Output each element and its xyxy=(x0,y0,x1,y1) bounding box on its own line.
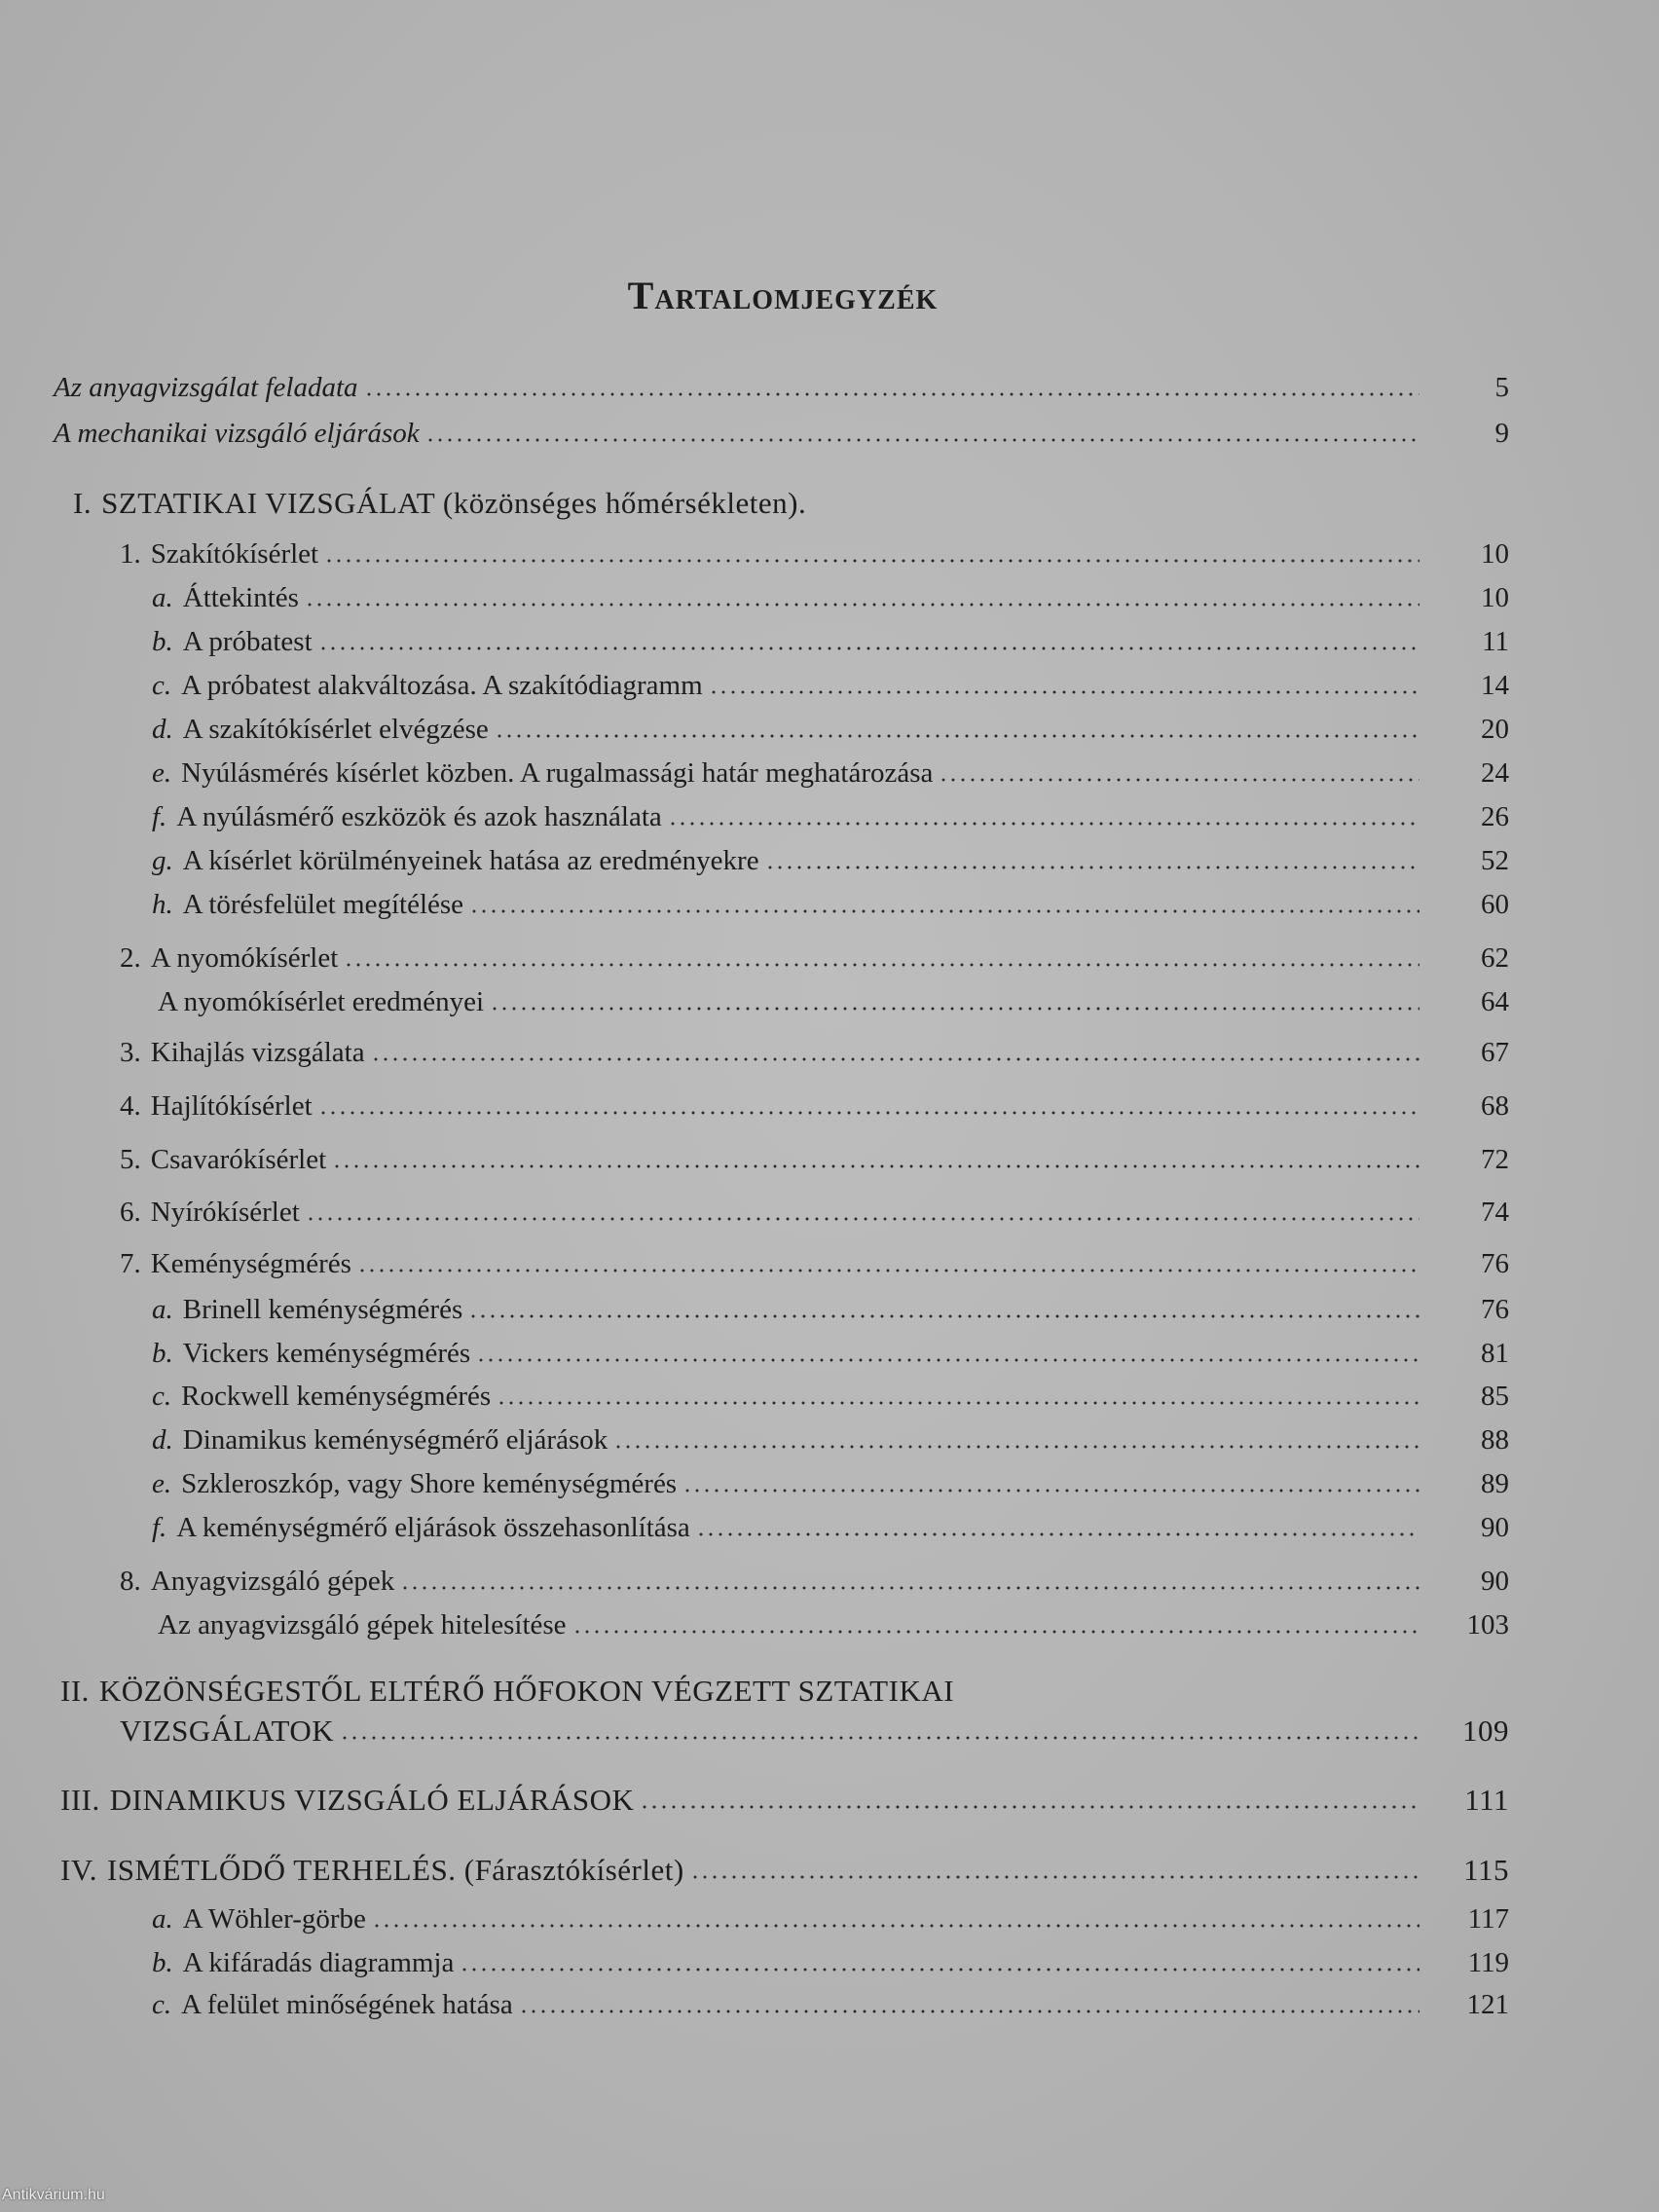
toc-entry xyxy=(120,1712,1509,1751)
dot-leader xyxy=(425,438,1419,442)
toc-entry-page: 67 xyxy=(1481,1036,1509,1068)
dot-leader xyxy=(696,1532,1419,1536)
toc-entry-title: KÖZÖNSÉGESTŐL ELTÉRŐ HŐFOKON VÉGZETT SZTATIKAI xyxy=(98,1674,955,1708)
toc-entry xyxy=(152,1420,1509,1459)
toc-entry-number: b. xyxy=(152,625,173,657)
dot-leader xyxy=(490,1007,1419,1011)
dot-leader xyxy=(324,559,1419,563)
toc-entry xyxy=(152,578,1509,617)
toc-entry-title: A kísérlet körülményeinek hatása az eredményekre xyxy=(182,844,759,876)
dot-leader xyxy=(340,1736,1419,1740)
toc-entry-page: 90 xyxy=(1481,1511,1509,1543)
dot-leader xyxy=(305,603,1419,607)
toc-entry-number: c. xyxy=(152,1988,172,2020)
toc-entry xyxy=(73,484,1509,523)
toc-entry-page: 72 xyxy=(1481,1143,1509,1175)
toc-entry-number: h. xyxy=(152,888,173,920)
toc-entry-page: 115 xyxy=(1463,1853,1509,1887)
toc-entry xyxy=(54,414,1509,453)
toc-entry-page: 85 xyxy=(1481,1380,1509,1412)
toc-entry-title: Dinamikus keménységmérő eljárások xyxy=(182,1423,608,1456)
toc-entry-page: 10 xyxy=(1481,581,1509,613)
toc-entry-page: 74 xyxy=(1481,1196,1509,1228)
toc-entry-title: Anyagvizsgáló gépek xyxy=(150,1565,395,1597)
dot-leader xyxy=(468,1314,1419,1318)
toc-entry xyxy=(152,1899,1509,1938)
toc-entry-title: Brinell keménységmérés xyxy=(182,1293,463,1325)
toc-entry-number: f. xyxy=(152,1511,167,1543)
toc-entry-page: 62 xyxy=(1481,941,1509,974)
toc-entry-number: b. xyxy=(152,1337,173,1369)
toc-entry-number: e. xyxy=(152,756,172,789)
toc-entry xyxy=(152,710,1509,749)
toc-entry-title: Vickers keménységmérés xyxy=(182,1337,471,1369)
toc-entry-number: 7. xyxy=(120,1247,141,1279)
dot-leader xyxy=(476,1358,1419,1362)
toc-entry-title: Az anyagvizsgáló gépek hitelesítése xyxy=(158,1608,567,1641)
toc-entry xyxy=(120,535,1509,573)
toc-entry-title: Hajlítókísérlet xyxy=(150,1089,313,1122)
toc-entry-page: 10 xyxy=(1481,537,1509,570)
toc-entry-title: Csavarókísérlet xyxy=(150,1143,327,1175)
dot-leader xyxy=(318,1111,1419,1115)
toc-entry-number: c. xyxy=(152,1380,172,1412)
toc-entry-number: e. xyxy=(152,1467,172,1499)
dot-leader xyxy=(690,1875,1419,1879)
toc-entry-page: 90 xyxy=(1481,1565,1509,1597)
watermark: Antikvárium.hu xyxy=(2,2187,105,2203)
toc-entry-number: 8. xyxy=(120,1565,141,1597)
toc-entry xyxy=(152,754,1509,793)
toc-entry-number: III. xyxy=(60,1783,100,1817)
toc-entry xyxy=(152,1508,1509,1547)
toc-entry xyxy=(152,841,1509,880)
toc-entry xyxy=(152,622,1509,661)
dot-leader xyxy=(519,2009,1419,2013)
dot-leader xyxy=(640,1805,1419,1809)
toc-entry-title: A keménységmérő eljárások összehasonlítása xyxy=(176,1511,690,1543)
toc-entry-number: 1. xyxy=(120,537,141,570)
toc-entry xyxy=(158,982,1509,1021)
toc-entry-page: 76 xyxy=(1481,1247,1509,1279)
dot-leader xyxy=(682,1489,1419,1493)
dot-leader xyxy=(371,1057,1419,1061)
toc-entry-number: 3. xyxy=(120,1036,141,1068)
toc-entry xyxy=(152,885,1509,924)
dot-leader xyxy=(306,1217,1419,1221)
page-title: Tartalomjegyzék xyxy=(627,274,939,317)
toc-entry xyxy=(120,1244,1509,1283)
toc-entry-number: 2. xyxy=(120,941,141,974)
dot-leader xyxy=(372,1924,1419,1928)
toc-entry-page: 64 xyxy=(1481,985,1509,1017)
toc-entry-number: d. xyxy=(152,1423,173,1456)
dot-leader xyxy=(709,690,1419,694)
toc-entry xyxy=(120,1193,1509,1232)
toc-entry-title: Nyírókísérlet xyxy=(150,1196,300,1228)
toc-entry-page: 52 xyxy=(1481,844,1509,876)
toc-entry-page: 76 xyxy=(1481,1293,1509,1325)
toc-entry xyxy=(120,1087,1509,1125)
toc-entry-page: 60 xyxy=(1481,888,1509,920)
toc-entry-title: A nyomókísérlet xyxy=(150,941,339,974)
toc-entry-title: Áttekintés xyxy=(182,581,299,613)
dot-leader xyxy=(572,1630,1419,1634)
toc-entry-number: I. xyxy=(73,486,92,520)
toc-entry-number: 4. xyxy=(120,1089,141,1122)
toc-entry-title: A mechanikai vizsgáló eljárások xyxy=(54,417,420,449)
toc-entry-title: Nyúlásmérés kísérlet közben. A rugalmassági határ meghatározása xyxy=(181,756,934,789)
toc-entry-page: 9 xyxy=(1494,417,1509,449)
toc-entry-page: 88 xyxy=(1481,1423,1509,1456)
toc-entry-title: A törésfelület megítélése xyxy=(182,888,464,920)
toc-entry-page: 5 xyxy=(1494,371,1509,403)
toc-entry-page: 109 xyxy=(1462,1714,1509,1748)
toc-entry-page: 81 xyxy=(1481,1337,1509,1369)
toc-entry-page: 68 xyxy=(1481,1089,1509,1122)
toc-entry-number: II. xyxy=(60,1674,90,1708)
toc-entry-title: A kifáradás diagrammja xyxy=(182,1946,455,1978)
toc-entry xyxy=(152,1290,1509,1329)
dot-leader xyxy=(668,822,1419,826)
toc-entry xyxy=(60,1851,1509,1890)
toc-entry xyxy=(152,797,1509,836)
toc-entry-page: 103 xyxy=(1466,1608,1509,1641)
toc-entry-title: Kihajlás vizsgálata xyxy=(150,1036,365,1068)
toc-entry-title: Szakítókísérlet xyxy=(150,537,319,570)
toc-entry-number: a. xyxy=(152,1293,173,1325)
toc-entry-page: 117 xyxy=(1467,1902,1509,1935)
toc-entry-title: VIZSGÁLATOK xyxy=(120,1714,335,1748)
toc-entry-number: g. xyxy=(152,844,173,876)
dot-leader xyxy=(613,1445,1419,1449)
dot-leader xyxy=(939,778,1419,782)
dot-leader xyxy=(460,1968,1419,1972)
toc-entry-title: A szakítókísérlet elvégzése xyxy=(182,713,489,745)
toc-entry xyxy=(152,666,1509,705)
dot-leader xyxy=(332,1164,1419,1168)
toc-entry xyxy=(152,1334,1509,1373)
toc-entry-page: 119 xyxy=(1467,1946,1509,1978)
toc-entry-title: Az anyagvizsgálat feladata xyxy=(54,371,358,403)
toc-entry-title: A próbatest alakváltozása. A szakítódiagramm xyxy=(181,669,703,701)
dot-leader xyxy=(364,392,1419,396)
toc-entry-title: SZTATIKAI VIZSGÁLAT (közönséges hőmérsékleten). xyxy=(101,486,807,520)
toc-entry-page: 111 xyxy=(1464,1783,1509,1817)
toc-entry-title: Keménységmérés xyxy=(150,1247,351,1279)
toc-entry xyxy=(60,1781,1509,1820)
toc-entry-number: b. xyxy=(152,1946,173,1978)
toc-entry-number: IV. xyxy=(60,1853,97,1887)
toc-entry xyxy=(120,1033,1509,1072)
toc-entry-number: 6. xyxy=(120,1196,141,1228)
toc-entry-page: 24 xyxy=(1481,756,1509,789)
dot-leader xyxy=(318,646,1419,650)
toc-entry-title: A Wöhler-görbe xyxy=(182,1902,366,1935)
toc-entry xyxy=(152,1464,1509,1503)
dot-leader xyxy=(344,963,1419,967)
toc-entry xyxy=(152,1377,1509,1416)
toc-entry-number: d. xyxy=(152,713,173,745)
toc-entry xyxy=(120,939,1509,977)
toc-entry-number: c. xyxy=(152,669,172,701)
dot-leader xyxy=(357,1269,1419,1272)
toc-entry-number: a. xyxy=(152,1902,173,1935)
toc-entry-title: Rockwell keménységmérés xyxy=(181,1380,492,1412)
toc-entry-page: 121 xyxy=(1466,1988,1509,2020)
toc-entry xyxy=(152,1943,1509,1982)
toc-entry-title: ISMÉTLŐDŐ TERHELÉS. (Fárasztókísérlet) xyxy=(106,1853,684,1887)
toc-entry xyxy=(120,1140,1509,1179)
dot-leader xyxy=(400,1586,1419,1590)
toc-entry-page: 20 xyxy=(1481,713,1509,745)
dot-leader xyxy=(469,909,1419,913)
toc-entry-title: A nyúlásmérő eszközök és azok használata xyxy=(176,800,662,832)
toc-entry-number: f. xyxy=(152,800,167,832)
toc-entry-title: A felület minőségének hatása xyxy=(181,1988,513,2020)
toc-entry-title: Szkleroszkóp, vagy Shore keménységmérés xyxy=(181,1467,678,1499)
toc-entry-title: DINAMIKUS VIZSGÁLÓ ELJÁRÁSOK xyxy=(109,1783,635,1817)
toc-entry xyxy=(158,1605,1509,1644)
toc-entry-number: a. xyxy=(152,581,173,613)
toc-entry-title: A próbatest xyxy=(182,625,313,657)
toc-entry xyxy=(60,1672,1509,1711)
toc-entry-page: 14 xyxy=(1481,669,1509,701)
toc-entry xyxy=(152,1985,1509,2024)
toc-entry-number: 5. xyxy=(120,1143,141,1175)
dot-leader xyxy=(497,1401,1419,1405)
toc-entry xyxy=(120,1562,1509,1601)
toc-entry-page: 11 xyxy=(1482,625,1509,657)
toc-entry-page: 26 xyxy=(1481,800,1509,832)
toc-entry-page: 89 xyxy=(1481,1467,1509,1499)
toc-entry xyxy=(54,368,1509,407)
toc-entry-title: A nyomókísérlet eredményei xyxy=(158,985,485,1017)
dot-leader xyxy=(495,734,1419,738)
dot-leader xyxy=(765,866,1419,869)
